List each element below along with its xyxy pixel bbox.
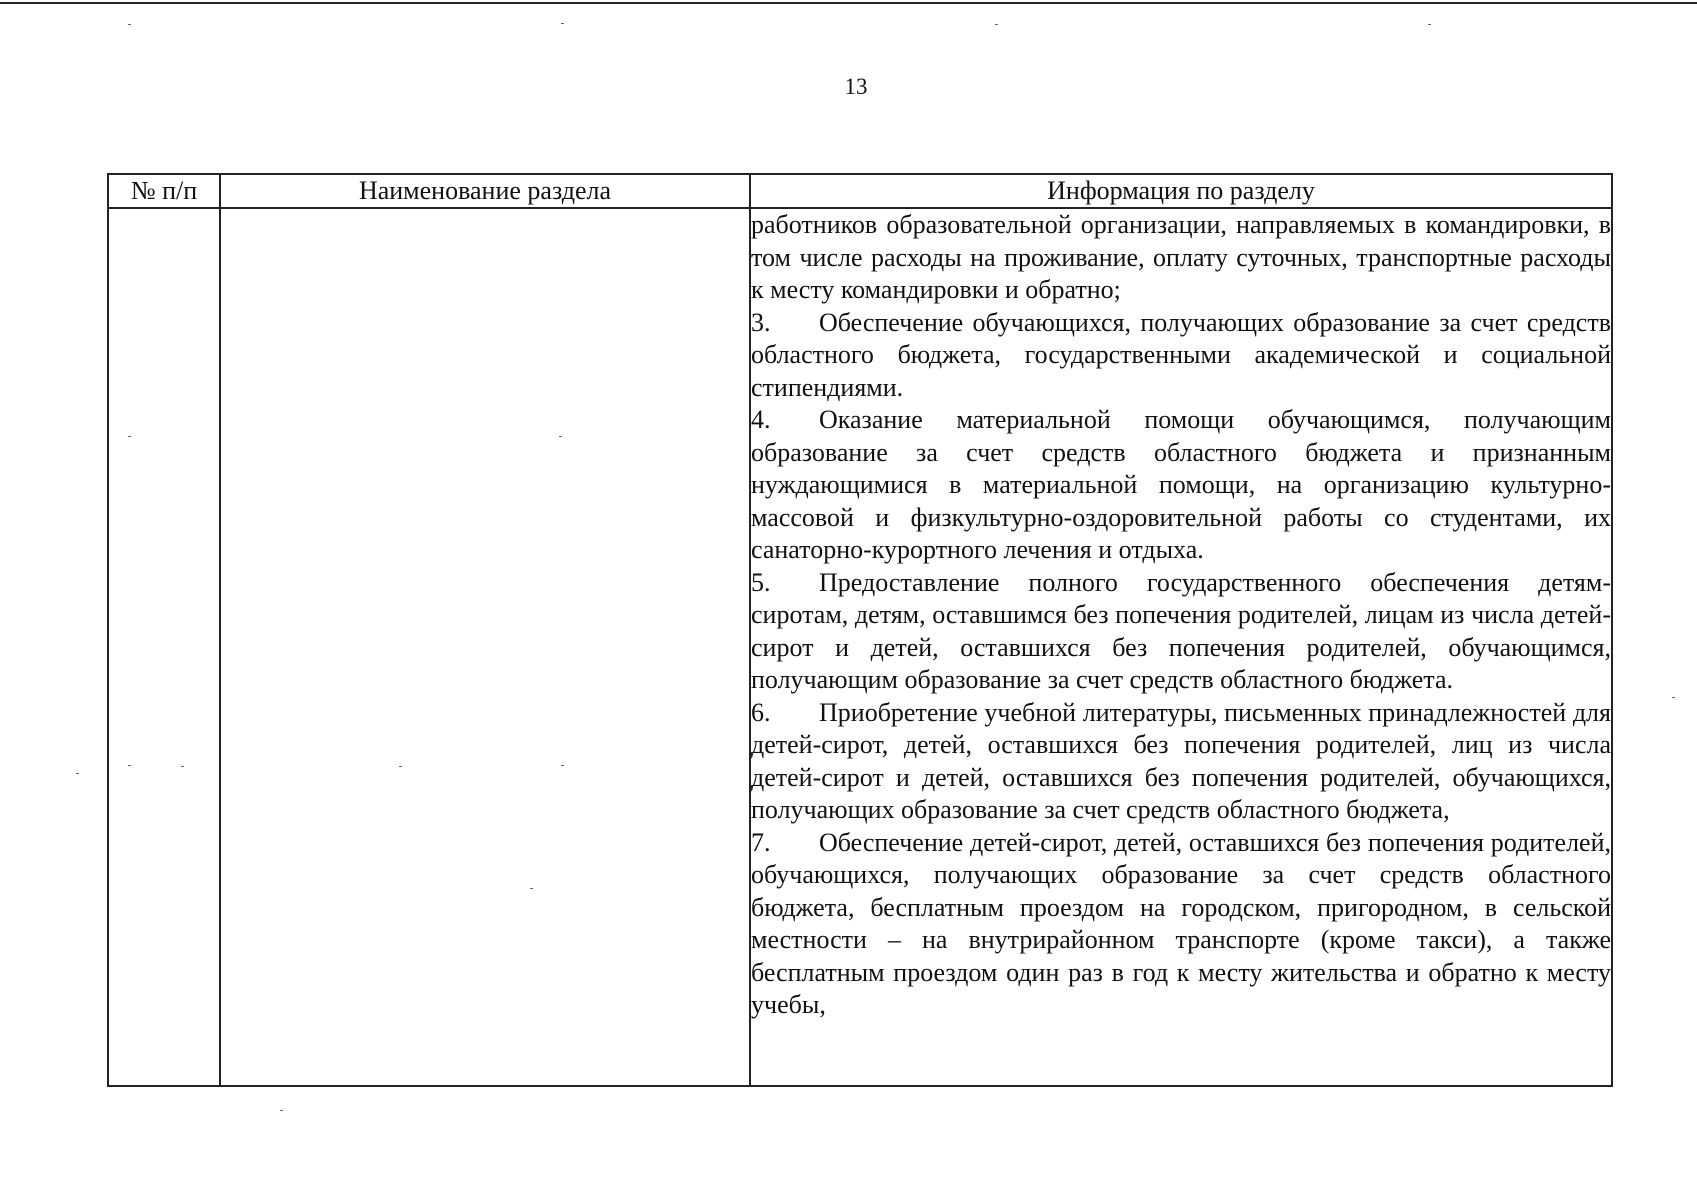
scan-speck (561, 23, 564, 24)
item-number: 4. (751, 405, 771, 434)
info-item-5 (751, 567, 1611, 697)
paragraph-text: работников образовательной организации, направляемых в командировки, в том числе расходы на проживание, оплату суточных, транспортные расходы к месту командировки и обратно; (751, 210, 1611, 304)
header-section-info: Информация по разделу (750, 174, 1612, 208)
info-item-3 (751, 307, 1611, 405)
cell-section-name (220, 208, 750, 1086)
info-item-7 (751, 827, 1611, 1022)
item-text: Обеспечение детей-сирот, детей, оставшихся без попечения родителей, обучающихся, получающих образование за счет средств областного бюджета, бесплатным проездом на городском, пригородном, в сельской местности – на внутрирайонном транспорте (кроме такси), а также бесплатным проездом один раз в год к месту жительства и обратно к месту учебы, (751, 827, 1611, 1019)
page-number: 13 (844, 74, 868, 99)
scan-speck (1672, 697, 1675, 698)
item-number: 3. (751, 307, 771, 337)
cell-num (108, 208, 220, 1086)
info-item-4 (751, 404, 1611, 567)
info-item-6 (751, 697, 1611, 827)
scan-speck (128, 24, 131, 25)
scan-speck (280, 1110, 283, 1111)
item-text: Обеспечение обучающихся, получающих образование за счет средств областного бюджета, государственными академической и социальной стипендиями. (751, 307, 1611, 402)
top-border-line (0, 2, 1697, 4)
header-num: № п/п (108, 174, 220, 208)
section-info-table (107, 173, 1613, 1087)
item-text: Предоставление полного государственного обеспечения детям-сиротам, детям, оставшимся без попечения родителей, лицам из числа детей-сирот и детей, оставшихся без попечения родителей, обучающимся, получающим образование за счет средств областного бюджета. (751, 567, 1611, 694)
cell-section-info (750, 208, 1612, 1086)
item-number: 7. (751, 827, 771, 857)
item-text: Приобретение учебной литературы, письменных принадлежностей для детей-сирот, детей, оставшихся без попечения родителей, лиц из числа детей-сирот и детей, оставшихся без попечения родителей, обучающихся, получающих образование за счет средств областного бюджета, (751, 697, 1611, 824)
item-number: 6. (751, 697, 771, 727)
item-text: Оказание материальной помощи обучающимся, получающим образование за счет средств областного бюджета и признанным нуждающимися в материальной помощи, на организацию культурно-массовой и физкультурно-оздоровительной работы со студентами, их санаторно-курортного лечения и отдыха. (751, 405, 1611, 564)
info-paragraph (751, 209, 1611, 307)
header-section-name: Наименование раздела (220, 174, 750, 208)
item-number: 5. (751, 567, 771, 597)
table-header-row (108, 174, 1612, 208)
scan-speck (1428, 24, 1431, 25)
table-row (108, 208, 1612, 1086)
scan-speck (995, 24, 998, 25)
scan-speck (76, 773, 79, 774)
